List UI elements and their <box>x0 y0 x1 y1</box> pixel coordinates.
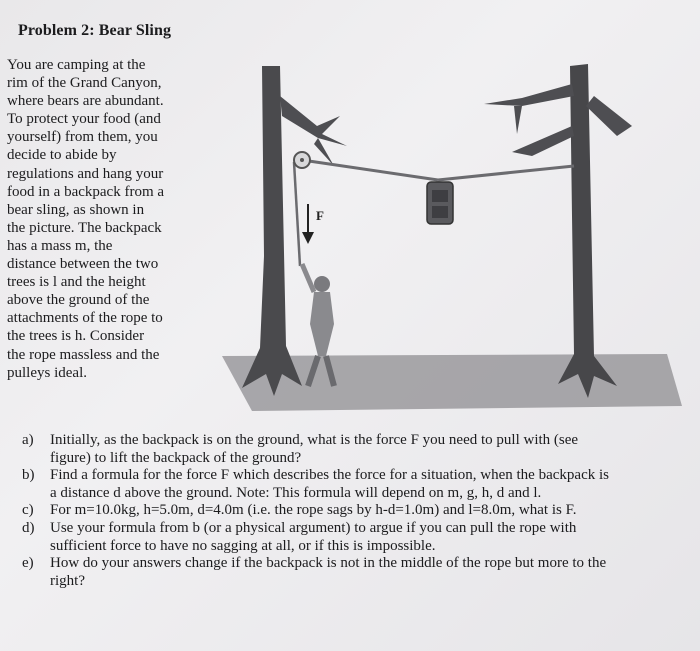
question-text <box>50 555 690 590</box>
intro-line: You are camping at the <box>7 57 146 73</box>
question-line: figure) to lift the backpack of the ground? <box>50 449 302 466</box>
question-text <box>50 467 690 502</box>
intro-line: attachments of the rope to <box>7 310 163 327</box>
question-item <box>22 467 690 502</box>
question-line: Find a formula for the force F which describes the force for a situation, when the backpack is <box>50 467 609 484</box>
question-text <box>50 502 690 520</box>
force-label: F <box>316 208 324 223</box>
question-text <box>50 520 690 555</box>
intro-line: bear sling, as shown in <box>7 201 145 218</box>
question-text <box>50 432 690 467</box>
backpack <box>427 182 453 224</box>
question-item <box>22 432 690 467</box>
bear-sling-figure <box>222 56 682 416</box>
intro-line: has a mass m, the <box>7 237 113 254</box>
intro-line: the picture. The backpack <box>7 219 162 236</box>
question-label: a) <box>22 432 34 448</box>
question-line: Use your formula from b (or a physical argument) to argue if you can pull the rope with <box>50 519 577 536</box>
intro-line: distance between the two <box>7 256 159 273</box>
intro-line: rim of the Grand Canyon, <box>7 75 162 92</box>
question-item <box>22 555 690 590</box>
intro-line: the trees is h. Consider <box>7 328 145 345</box>
question-item <box>22 520 690 555</box>
force-arrow <box>302 204 314 244</box>
intro-line: To protect your food (and <box>7 111 161 128</box>
left-tree <box>242 66 347 396</box>
question-line: right? <box>50 572 85 589</box>
pulley-axle <box>300 158 304 162</box>
question-item <box>22 502 690 520</box>
intro-paragraph <box>7 56 189 382</box>
intro-line: food in a backpack from a <box>7 183 165 200</box>
question-line: a distance d above the ground. Note: This formula will depend on m, g, h, d and l. <box>50 484 542 501</box>
right-tree <box>484 64 632 398</box>
question-line: Initially, as the backpack is on the ground, what is the force F you need to pull with (see <box>50 432 579 448</box>
intro-line: yourself) from them, you <box>7 129 158 146</box>
intro-line: trees is l and the height <box>7 274 146 291</box>
question-line: How do your answers change if the backpack is not in the middle of the rope but more to the <box>50 555 607 572</box>
intro-line: above the ground of the <box>7 292 150 309</box>
question-label: c) <box>22 502 34 519</box>
question-line: sufficient force to have no sagging at all, or if this is impossible. <box>50 537 436 554</box>
question-label: b) <box>22 467 35 484</box>
problem-title: Problem 2: Bear Sling <box>18 22 172 39</box>
question-label: e) <box>22 555 34 572</box>
question-line: For m=10.0kg, h=5.0m, d=4.0m (i.e. the rope sags by h-d=1.0m) and l=8.0m, what is F. <box>50 502 577 519</box>
intro-line: decide to abide by <box>7 147 117 164</box>
question-label: d) <box>22 519 35 536</box>
intro-line: pulleys ideal. <box>7 364 87 381</box>
intro-line: the rope massless and the <box>7 346 160 363</box>
intro-line: regulations and hang your <box>7 165 164 182</box>
question-list <box>22 432 690 590</box>
intro-line: where bears are abundant. <box>7 93 164 110</box>
